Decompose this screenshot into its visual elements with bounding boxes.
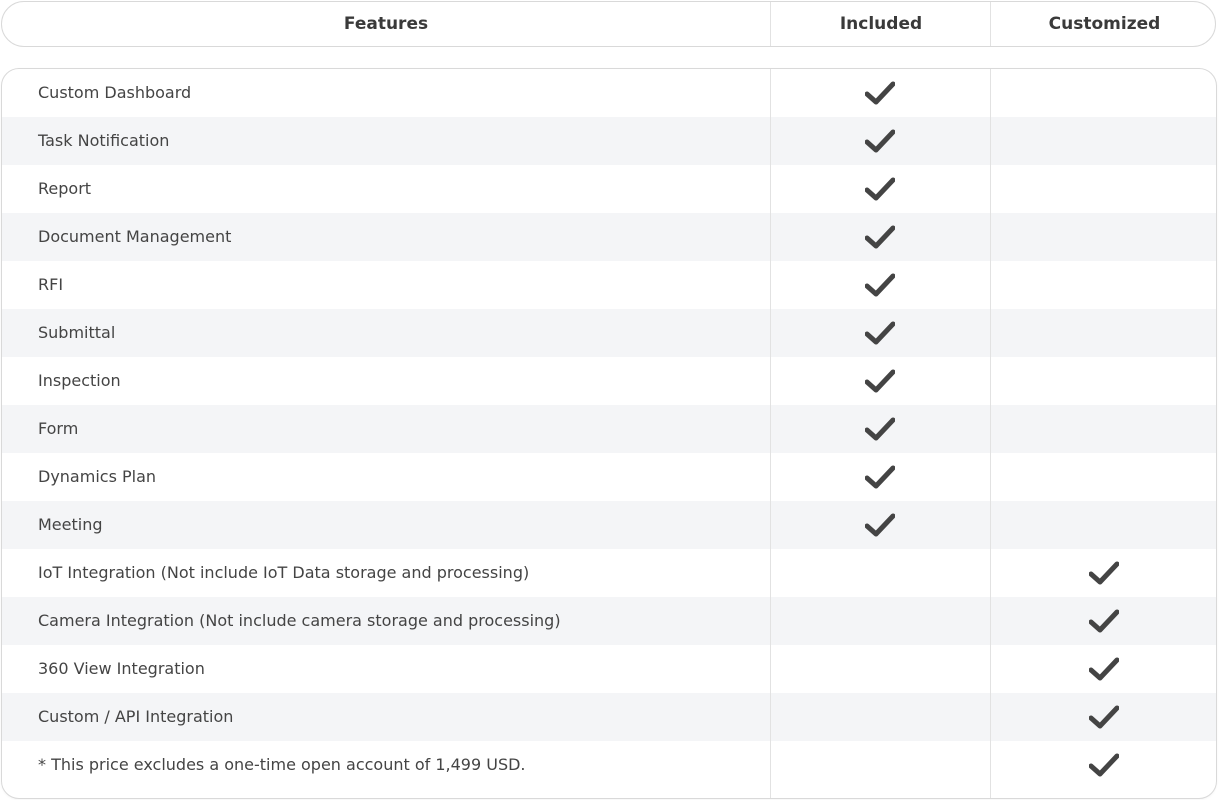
feature-label: Inspection — [38, 371, 121, 390]
included-cell — [770, 357, 990, 405]
checkmark-icon — [865, 369, 895, 393]
table-header — [1, 1, 1216, 47]
included-cell — [770, 693, 990, 741]
checkmark-icon — [1089, 657, 1119, 681]
table-row — [2, 741, 1216, 789]
included-cell — [770, 165, 990, 213]
customized-cell — [990, 165, 1217, 213]
header-included: Included — [770, 2, 991, 46]
checkmark-icon — [865, 225, 895, 249]
checkmark-icon — [865, 513, 895, 537]
customized-cell — [990, 549, 1217, 597]
checkmark-icon — [865, 321, 895, 345]
header-features: Features — [343, 14, 429, 34]
table-row — [2, 69, 1216, 117]
table-row — [2, 501, 1216, 549]
included-cell — [770, 405, 990, 453]
feature-label: * This price excludes a one-time open account of 1,499 USD. — [38, 755, 526, 774]
feature-label: Custom / API Integration — [38, 707, 234, 726]
column-divider-customized — [990, 69, 991, 798]
checkmark-icon — [865, 177, 895, 201]
table-row — [2, 693, 1216, 741]
included-cell — [770, 117, 990, 165]
included-cell — [770, 309, 990, 357]
table-row — [2, 645, 1216, 693]
header-customized: Customized — [990, 2, 1218, 46]
table-row — [2, 357, 1216, 405]
customized-cell — [990, 261, 1217, 309]
feature-label: Report — [38, 179, 92, 198]
checkmark-icon — [865, 129, 895, 153]
included-cell — [770, 645, 990, 693]
customized-cell — [990, 309, 1217, 357]
checkmark-icon — [1089, 753, 1119, 777]
customized-cell — [990, 645, 1217, 693]
customized-cell — [990, 69, 1217, 117]
checkmark-icon — [865, 465, 895, 489]
feature-label: IoT Integration (Not include IoT Data storage and processing) — [38, 563, 530, 582]
feature-rows — [2, 69, 1216, 789]
feature-table — [1, 68, 1217, 799]
included-cell — [770, 453, 990, 501]
customized-cell — [990, 357, 1217, 405]
customized-cell — [990, 741, 1217, 789]
customized-cell — [990, 693, 1217, 741]
included-cell — [770, 213, 990, 261]
table-row — [2, 165, 1216, 213]
included-cell — [770, 597, 990, 645]
column-divider-included — [770, 69, 771, 798]
customized-cell — [990, 117, 1217, 165]
table-row — [2, 261, 1216, 309]
checkmark-icon — [1089, 705, 1119, 729]
table-row — [2, 549, 1216, 597]
customized-cell — [990, 213, 1217, 261]
table-row — [2, 213, 1216, 261]
included-cell — [770, 69, 990, 117]
feature-label: Form — [38, 419, 79, 438]
customized-cell — [990, 453, 1217, 501]
customized-cell — [990, 597, 1217, 645]
feature-label: Camera Integration (Not include camera storage and processing) — [38, 611, 561, 630]
feature-label: Submittal — [38, 323, 116, 342]
checkmark-icon — [865, 273, 895, 297]
table-row — [2, 405, 1216, 453]
included-cell — [770, 261, 990, 309]
included-cell — [770, 741, 990, 789]
included-cell — [770, 549, 990, 597]
customized-cell — [990, 405, 1217, 453]
customized-cell — [990, 501, 1217, 549]
feature-label: 360 View Integration — [38, 659, 205, 678]
checkmark-icon — [865, 417, 895, 441]
feature-label: Task Notification — [38, 131, 170, 150]
table-row — [2, 453, 1216, 501]
checkmark-icon — [865, 81, 895, 105]
table-row — [2, 597, 1216, 645]
feature-label: RFI — [38, 275, 64, 294]
feature-label: Document Management — [38, 227, 232, 246]
included-cell — [770, 501, 990, 549]
table-row — [2, 117, 1216, 165]
checkmark-icon — [1089, 561, 1119, 585]
feature-label: Dynamics Plan — [38, 467, 157, 486]
feature-label: Custom Dashboard — [38, 83, 192, 102]
feature-label: Meeting — [38, 515, 103, 534]
table-row — [2, 309, 1216, 357]
checkmark-icon — [1089, 609, 1119, 633]
